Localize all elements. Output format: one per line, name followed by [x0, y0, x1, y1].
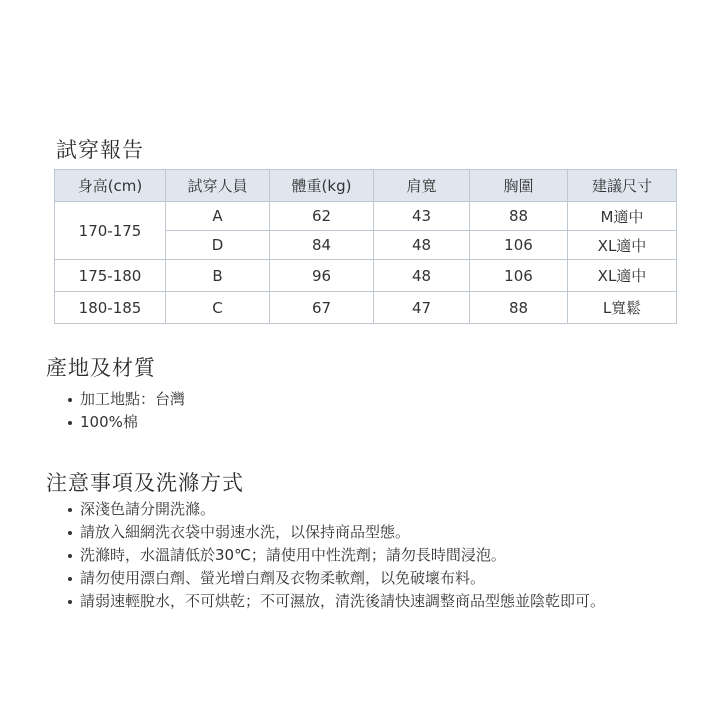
list-item-text: 請放入細網洗衣袋中弱速水洗，以保持商品型態。	[80, 523, 411, 541]
size-cell: XL適中	[568, 231, 677, 260]
chest-cell: 88	[470, 202, 568, 231]
list-item	[68, 544, 605, 567]
table-row	[55, 260, 677, 292]
weight-cell: 84	[270, 231, 374, 260]
list-item-text: 洗滌時，水溫請低於30℃；請使用中性洗劑；請勿長時間浸泡。	[80, 546, 506, 564]
origin-list	[68, 388, 185, 434]
bullet-icon	[68, 421, 72, 425]
header-height: 身高(cm)	[55, 170, 166, 202]
care-list	[68, 498, 605, 613]
header-weight: 體重(kg)	[270, 170, 374, 202]
weight-cell: 62	[270, 202, 374, 231]
list-item-text: 100%棉	[80, 413, 138, 431]
table-row	[55, 202, 677, 231]
table-header-row	[55, 170, 677, 202]
fit-report-title: 試穿報告	[56, 138, 144, 162]
weight-cell: 96	[270, 260, 374, 292]
header-person: 試穿人員	[166, 170, 270, 202]
bullet-icon	[68, 577, 72, 581]
list-item-text: 請勿使用漂白劑、螢光增白劑及衣物柔軟劑，以免破壞布料。	[80, 569, 486, 587]
person-cell: A	[166, 202, 270, 231]
list-item-text: 深淺色請分開洗滌。	[80, 500, 216, 518]
chest-cell: 106	[470, 260, 568, 292]
origin-material-title: 產地及材質	[46, 356, 156, 380]
size-cell: L寬鬆	[568, 292, 677, 324]
person-cell: C	[166, 292, 270, 324]
height-cell: 170-175	[55, 202, 166, 260]
shoulder-cell: 43	[374, 202, 470, 231]
list-item	[68, 498, 605, 521]
weight-cell: 67	[270, 292, 374, 324]
list-item	[68, 521, 605, 544]
list-item	[68, 411, 185, 434]
table-row	[55, 292, 677, 324]
list-item-text: 請弱速輕脫水，不可烘乾；不可濕放，清洗後請快速調整商品型態並陰乾即可。	[80, 592, 606, 610]
header-shoulder: 肩寬	[374, 170, 470, 202]
person-cell: D	[166, 231, 270, 260]
height-cell: 175-180	[55, 260, 166, 292]
bullet-icon	[68, 398, 72, 402]
bullet-icon	[68, 554, 72, 558]
fit-report-table	[54, 169, 677, 324]
header-size: 建議尺寸	[568, 170, 677, 202]
bullet-icon	[68, 600, 72, 604]
list-item	[68, 388, 185, 411]
chest-cell: 88	[470, 292, 568, 324]
bullet-icon	[68, 508, 72, 512]
header-chest: 胸圍	[470, 170, 568, 202]
height-cell: 180-185	[55, 292, 166, 324]
list-item-text: 加工地點：台灣	[80, 390, 186, 408]
list-item	[68, 567, 605, 590]
list-item	[68, 590, 605, 613]
size-cell: M適中	[568, 202, 677, 231]
shoulder-cell: 48	[374, 231, 470, 260]
shoulder-cell: 47	[374, 292, 470, 324]
bullet-icon	[68, 531, 72, 535]
care-instructions-title: 注意事項及洗滌方式	[46, 471, 244, 495]
size-cell: XL適中	[568, 260, 677, 292]
chest-cell: 106	[470, 231, 568, 260]
shoulder-cell: 48	[374, 260, 470, 292]
person-cell: B	[166, 260, 270, 292]
